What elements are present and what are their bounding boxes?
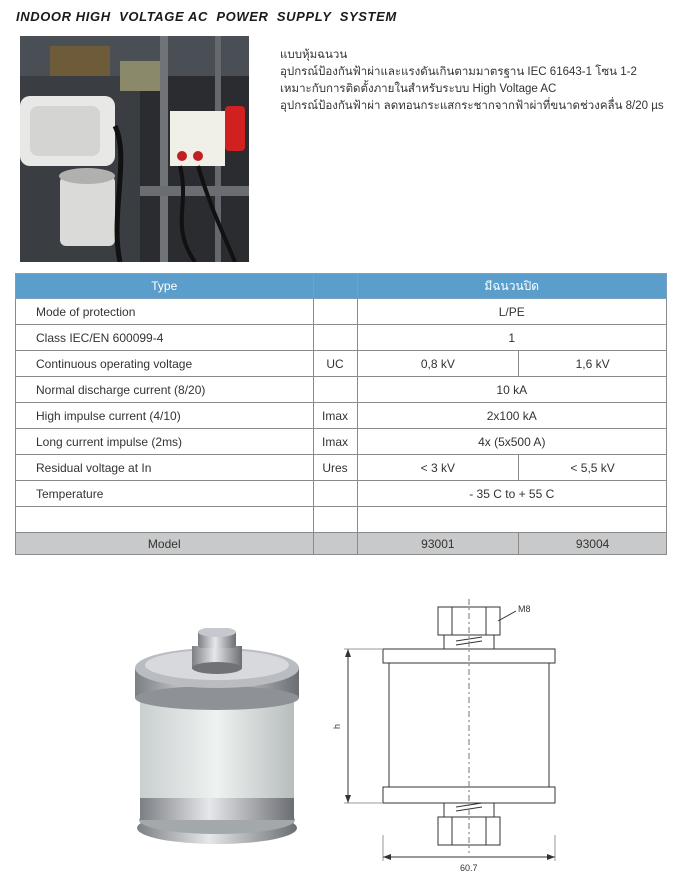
model-93004: 93004: [519, 533, 667, 555]
table-row: [16, 455, 667, 481]
description-line: อุปกรณ์ป้องกันฟ้าผ่าและแรงดันเกินตามมาตรฐาน IEC 61643-1 โซน 1-2: [280, 66, 637, 78]
surge-arrester-icon: [130, 628, 305, 848]
row-value-93001: 0,8 kV: [357, 351, 519, 377]
thread-label: M8: [518, 604, 531, 614]
row-label: Long current impulse (2ms): [16, 429, 314, 455]
table-row: [16, 377, 667, 403]
row-value: 4x (5x500 A): [357, 429, 667, 455]
model-93001: 93001: [357, 533, 519, 555]
header-value: มีฉนวนปิด: [357, 274, 667, 299]
row-symbol: Imax: [313, 429, 357, 455]
row-value-93004: < 5,5 kV: [519, 455, 667, 481]
row-symbol: [313, 377, 357, 403]
row-symbol: UC: [313, 351, 357, 377]
row-value: L/PE: [357, 299, 667, 325]
height-label: h: [332, 723, 342, 729]
description-line: เหมาะกับการติดตั้งภายในสำหรับระบบ High Voltage AC: [280, 83, 557, 95]
table-row: [16, 507, 667, 533]
technical-drawing-icon: [320, 595, 580, 875]
page-title: INDOOR HIGH VOLTAGE AC POWER SUPPLY SYSTEM: [16, 9, 397, 24]
row-label: Continuous operating voltage: [16, 351, 314, 377]
description-line: แบบหุ้มฉนวน: [280, 49, 348, 61]
spec-table: [15, 273, 667, 555]
row-label: Mode of protection: [16, 299, 314, 325]
row-label: Class IEC/EN 600099-4: [16, 325, 314, 351]
row-label: High impulse current (4/10): [16, 403, 314, 429]
equipment-photo-icon: [20, 36, 249, 262]
row-symbol: [313, 481, 357, 507]
row-value: 10 kA: [357, 377, 667, 403]
table-row: [16, 299, 667, 325]
header-type: Type: [16, 274, 314, 299]
model-label: Model: [16, 533, 314, 555]
row-symbol: Ures: [313, 455, 357, 481]
row-label: Normal discharge current (8/20): [16, 377, 314, 403]
table-row: [16, 325, 667, 351]
description: [280, 47, 690, 115]
row-value: 2x100 kA: [357, 403, 667, 429]
product-image: [130, 628, 305, 848]
table-row: [16, 403, 667, 429]
row-value-93001: < 3 kV: [357, 455, 519, 481]
model-row: [16, 533, 667, 555]
table-row: [16, 481, 667, 507]
table-row: [16, 429, 667, 455]
row-symbol: [313, 325, 357, 351]
row-value-93004: 1,6 kV: [519, 351, 667, 377]
dimension-drawing: [320, 595, 580, 875]
row-label: Residual voltage at In: [16, 455, 314, 481]
row-value: 1: [357, 325, 667, 351]
table-row: [16, 351, 667, 377]
description-line: อุปกรณ์ป้องกันฟ้าผ่า ลดทอนกระแสกระชากจากฟ้าผ่าที่ขนาดช่วงคลื่น 8/20 µs: [280, 100, 664, 112]
row-value: - 35 C to + 55 C: [357, 481, 667, 507]
table-header-row: [16, 274, 667, 299]
row-label: Temperature: [16, 481, 314, 507]
equipment-photo: [20, 36, 249, 262]
width-label: 60.7: [460, 863, 478, 873]
row-symbol: [313, 299, 357, 325]
row-symbol: Imax: [313, 403, 357, 429]
